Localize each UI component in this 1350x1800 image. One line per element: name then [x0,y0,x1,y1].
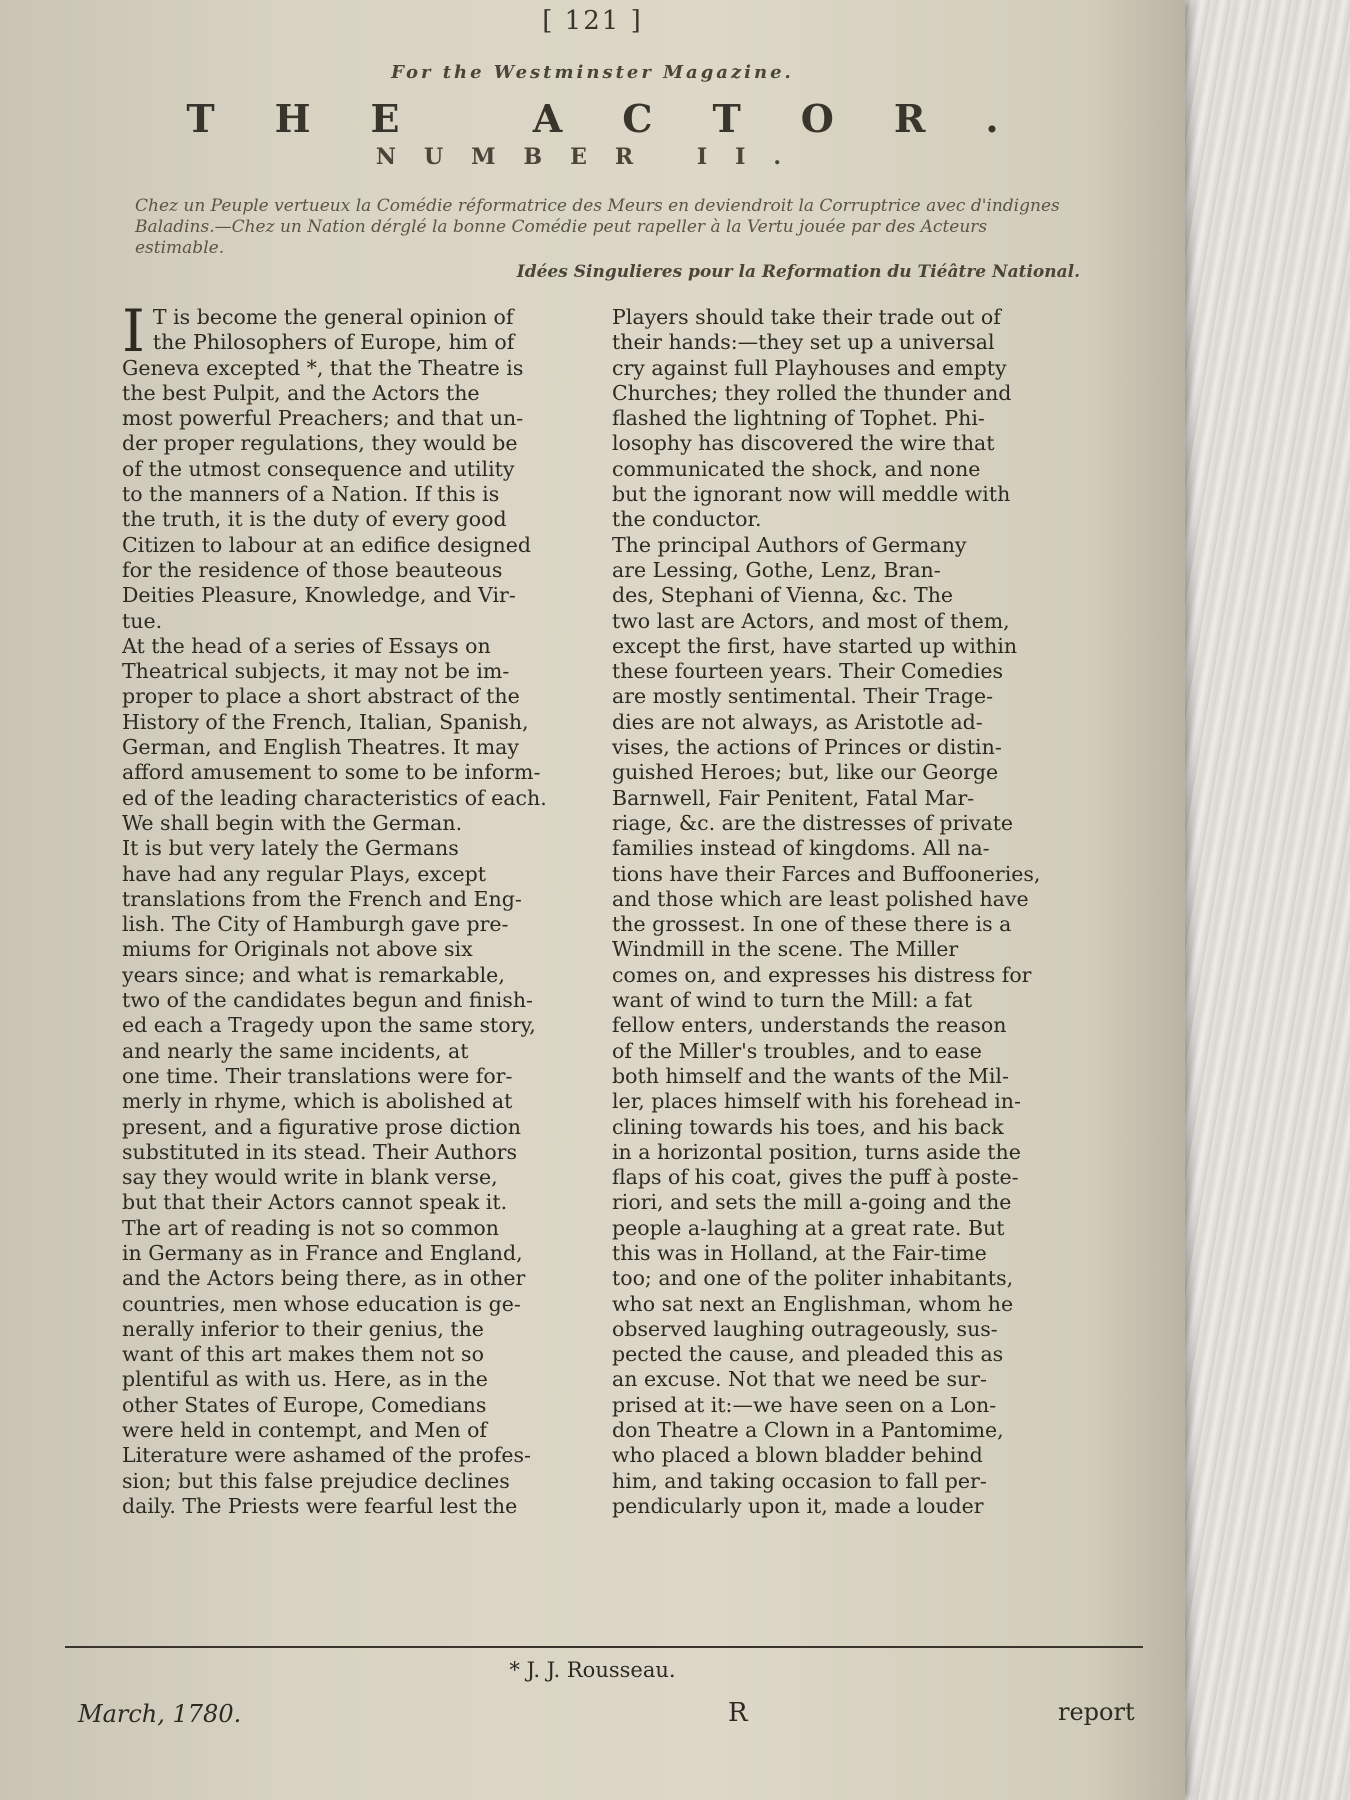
text-line: want of wind to turn the Mill: a fat [612,988,973,1013]
text-line: the grossest. In one of these there is a [612,912,1012,937]
text-line: communicated the shock, and none [612,456,981,481]
text-line: Barnwell, Fair Penitent, Fatal Mar- [612,785,975,810]
text-line: nerally inferior to their genius, the [122,1316,484,1341]
text-line: the Philosophers of Europe, him of [152,330,515,355]
text-line: pendicularly upon it, made a louder [612,1493,984,1518]
text-line: substituted in its stead. Their Authors [122,1139,517,1164]
right-column [612,305,1090,1519]
footer-catchword: report [1058,1698,1135,1726]
text-line: riori, and sets the mill a-going and the [612,1190,1012,1215]
text-line: who placed a blown bladder behind [612,1443,983,1468]
text-line: daily. The Priests were fearful lest the [122,1493,518,1518]
article-number: NUMBER II. [375,144,810,170]
wooden-table-background [1170,0,1350,1800]
text-line: one time. Their translations were for- [122,1063,513,1088]
text-line: flashed the lightning of Tophet. Phi- [612,406,985,431]
text-line: We shall begin with the German. [122,810,463,835]
text-line: are Lessing, Gothe, Lenz, Bran- [612,557,941,582]
page-number: [ 121 ] [542,6,643,36]
text-line: this was in Holland, at the Fair-time [612,1240,987,1265]
text-line: the conductor. [612,507,762,532]
footer-date: March, 1780. [78,1700,242,1728]
text-line: years since; and what is remarkable, [122,962,505,987]
text-line: German, and English Theatres. It may [122,735,519,760]
text-line: Theatrical subjects, it may not be im- [122,659,510,684]
drop-cap: I [122,297,145,365]
text-line: who sat next an Englishman, whom he [612,1291,1014,1316]
text-line: fellow enters, understands the reason [612,1013,1007,1038]
text-line: countries, men whose education is ge- [122,1291,521,1316]
text-line: these fourteen years. Their Comedies [612,659,1003,684]
text-line: sion; but this false prejudice declines [122,1468,510,1493]
text-line: of the utmost consequence and utility [122,456,515,481]
text-line: ler, places himself with his forehead in- [612,1089,1021,1114]
text-line: clining towards his toes, and his back [612,1114,1004,1139]
text-line: and the Actors being there, as in other [122,1266,526,1291]
text-line: have had any regular Plays, except [122,861,486,886]
text-line: ed of the leading characteristics of each. [122,785,547,810]
text-line: The principal Authors of Germany [612,532,967,557]
text-line: present, and a figurative prose diction [122,1114,521,1139]
text-line: lish. The City of Hamburgh gave pre- [122,912,509,937]
text-line: both himself and the wants of the Mil- [612,1063,1009,1088]
text-line: Citizen to labour at an edifice designed [122,532,531,557]
text-line: families instead of kingdoms. All na- [612,836,990,861]
text-line: people a-laughing at a great rate. But [612,1215,1005,1240]
text-line: in Germany as in France and England, [122,1240,523,1265]
text-line: say they would write in blank verse, [122,1165,498,1190]
text-line: of the Miller's troubles, and to ease [612,1038,982,1063]
text-line: At the head of a series of Essays on [122,633,491,658]
text-line: tue. [122,608,163,633]
text-line: an excuse. Not that we need be sur- [612,1367,987,1392]
text-line: pected the cause, and pleaded this as [612,1342,1004,1367]
text-line: Geneva excepted *, that the Theatre is [122,355,524,380]
text-line: want of this art makes them not so [122,1342,484,1367]
text-line: cry against full Playhouses and empty [612,355,1007,380]
text-line: dies are not always, as Aristotle ad- [612,709,983,734]
text-line: but the ignorant now will meddle with [612,482,1011,507]
text-line: most powerful Preachers; and that un- [122,406,524,431]
text-line: afford amusement to some to be inform- [122,760,541,785]
text-line: der proper regulations, they would be [122,431,518,456]
text-line: except the first, have started up within [612,633,1018,658]
text-line: The art of reading is not so common [122,1215,499,1240]
text-line: other States of Europe, Comedians [122,1392,487,1417]
footnote: * J. J. Rousseau. [509,1658,676,1682]
text-line: are mostly sentimental. Their Trage- [612,684,994,709]
text-line: plentiful as with us. Here, as in the [122,1367,488,1392]
left-column [122,297,597,1519]
text-line: for the residence of those beauteous [122,557,503,582]
text-line: but that their Actors cannot speak it. [122,1190,508,1215]
text-line: flaps of his coat, gives the puff à poste- [612,1165,1019,1190]
text-line: History of the French, Italian, Spanish, [122,709,529,734]
text-line: and nearly the same incidents, at [122,1038,469,1063]
text-line: des, Stephani of Vienna, &c. The [612,583,954,608]
text-line: merly in rhyme, which is abolished at [122,1089,513,1114]
text-line: ed each a Tragedy upon the same story, [122,1013,536,1038]
text-line: prised at it:—we have seen on a Lon- [612,1392,997,1417]
text-line: observed laughing outrageously, sus- [612,1316,998,1341]
footer-signature: R [728,1698,748,1728]
text-line: T is become the general opinion of [152,305,514,329]
text-line: guished Heroes; but, like our George [612,760,999,785]
text-line: Churches; they rolled the thunder and [612,380,1012,405]
text-line: Windmill in the scene. The Miller [612,937,959,962]
magazine-header: For the Westminster Magazine. [391,62,794,83]
text-line: Deities Pleasure, Knowledge, and Vir- [122,583,516,608]
text-line: Literature were ashamed of the profes- [122,1443,531,1468]
text-line: don Theatre a Clown in a Pantomime, [612,1418,1004,1443]
text-line: tions have their Farces and Buffooneries, [612,861,1041,886]
text-line: to the manners of a Nation. If this is [122,482,500,507]
text-line: Players should take their trade out of [612,305,1001,329]
text-line: riage, &c. are the distresses of private [612,810,1014,835]
text-line: their hands:—they set up a universal [612,330,995,355]
epigraph: Chez un Peuple vertueux la Comédie réformatrice des Meurs en deviendroit la Corruptrice avec d'indignes Baladins.—Chez un Nation dérglé la bonne Comédie peut rapeller à la Vertu jouée par des Acteurs estimable. [135,196,1060,258]
article-title: THE ACTOR. [186,96,1059,141]
text-line: in a horizontal position, turns aside the [612,1139,1021,1164]
text-line: two of the candidates begun and finish- [122,988,533,1013]
text-line: him, and taking occasion to fall per- [612,1468,987,1493]
text-line: the best Pulpit, and the Actors the [122,380,480,405]
text-line: It is but very lately the Germans [122,836,459,861]
text-line: vises, the actions of Princes or distin- [612,735,1002,760]
text-line: two last are Actors, and most of them, [612,608,1010,633]
text-line: miums for Originals not above six [122,937,473,962]
text-line: the truth, it is the duty of every good [122,507,507,532]
text-line: were held in contempt, and Men of [122,1418,487,1443]
footnote-rule [65,1646,1143,1648]
text-line: losophy has discovered the wire that [612,431,995,456]
text-line: comes on, and expresses his distress for [612,962,1032,987]
epigraph-source: Idées Singulieres pour la Reformation du Tiéâtre National. [516,262,1080,282]
text-line: proper to place a short abstract of the [122,684,520,709]
text-line: translations from the French and Eng- [122,886,522,911]
text-line: and those which are least polished have [612,886,1029,911]
text-line: too; and one of the politer inhabitants, [612,1266,1014,1291]
